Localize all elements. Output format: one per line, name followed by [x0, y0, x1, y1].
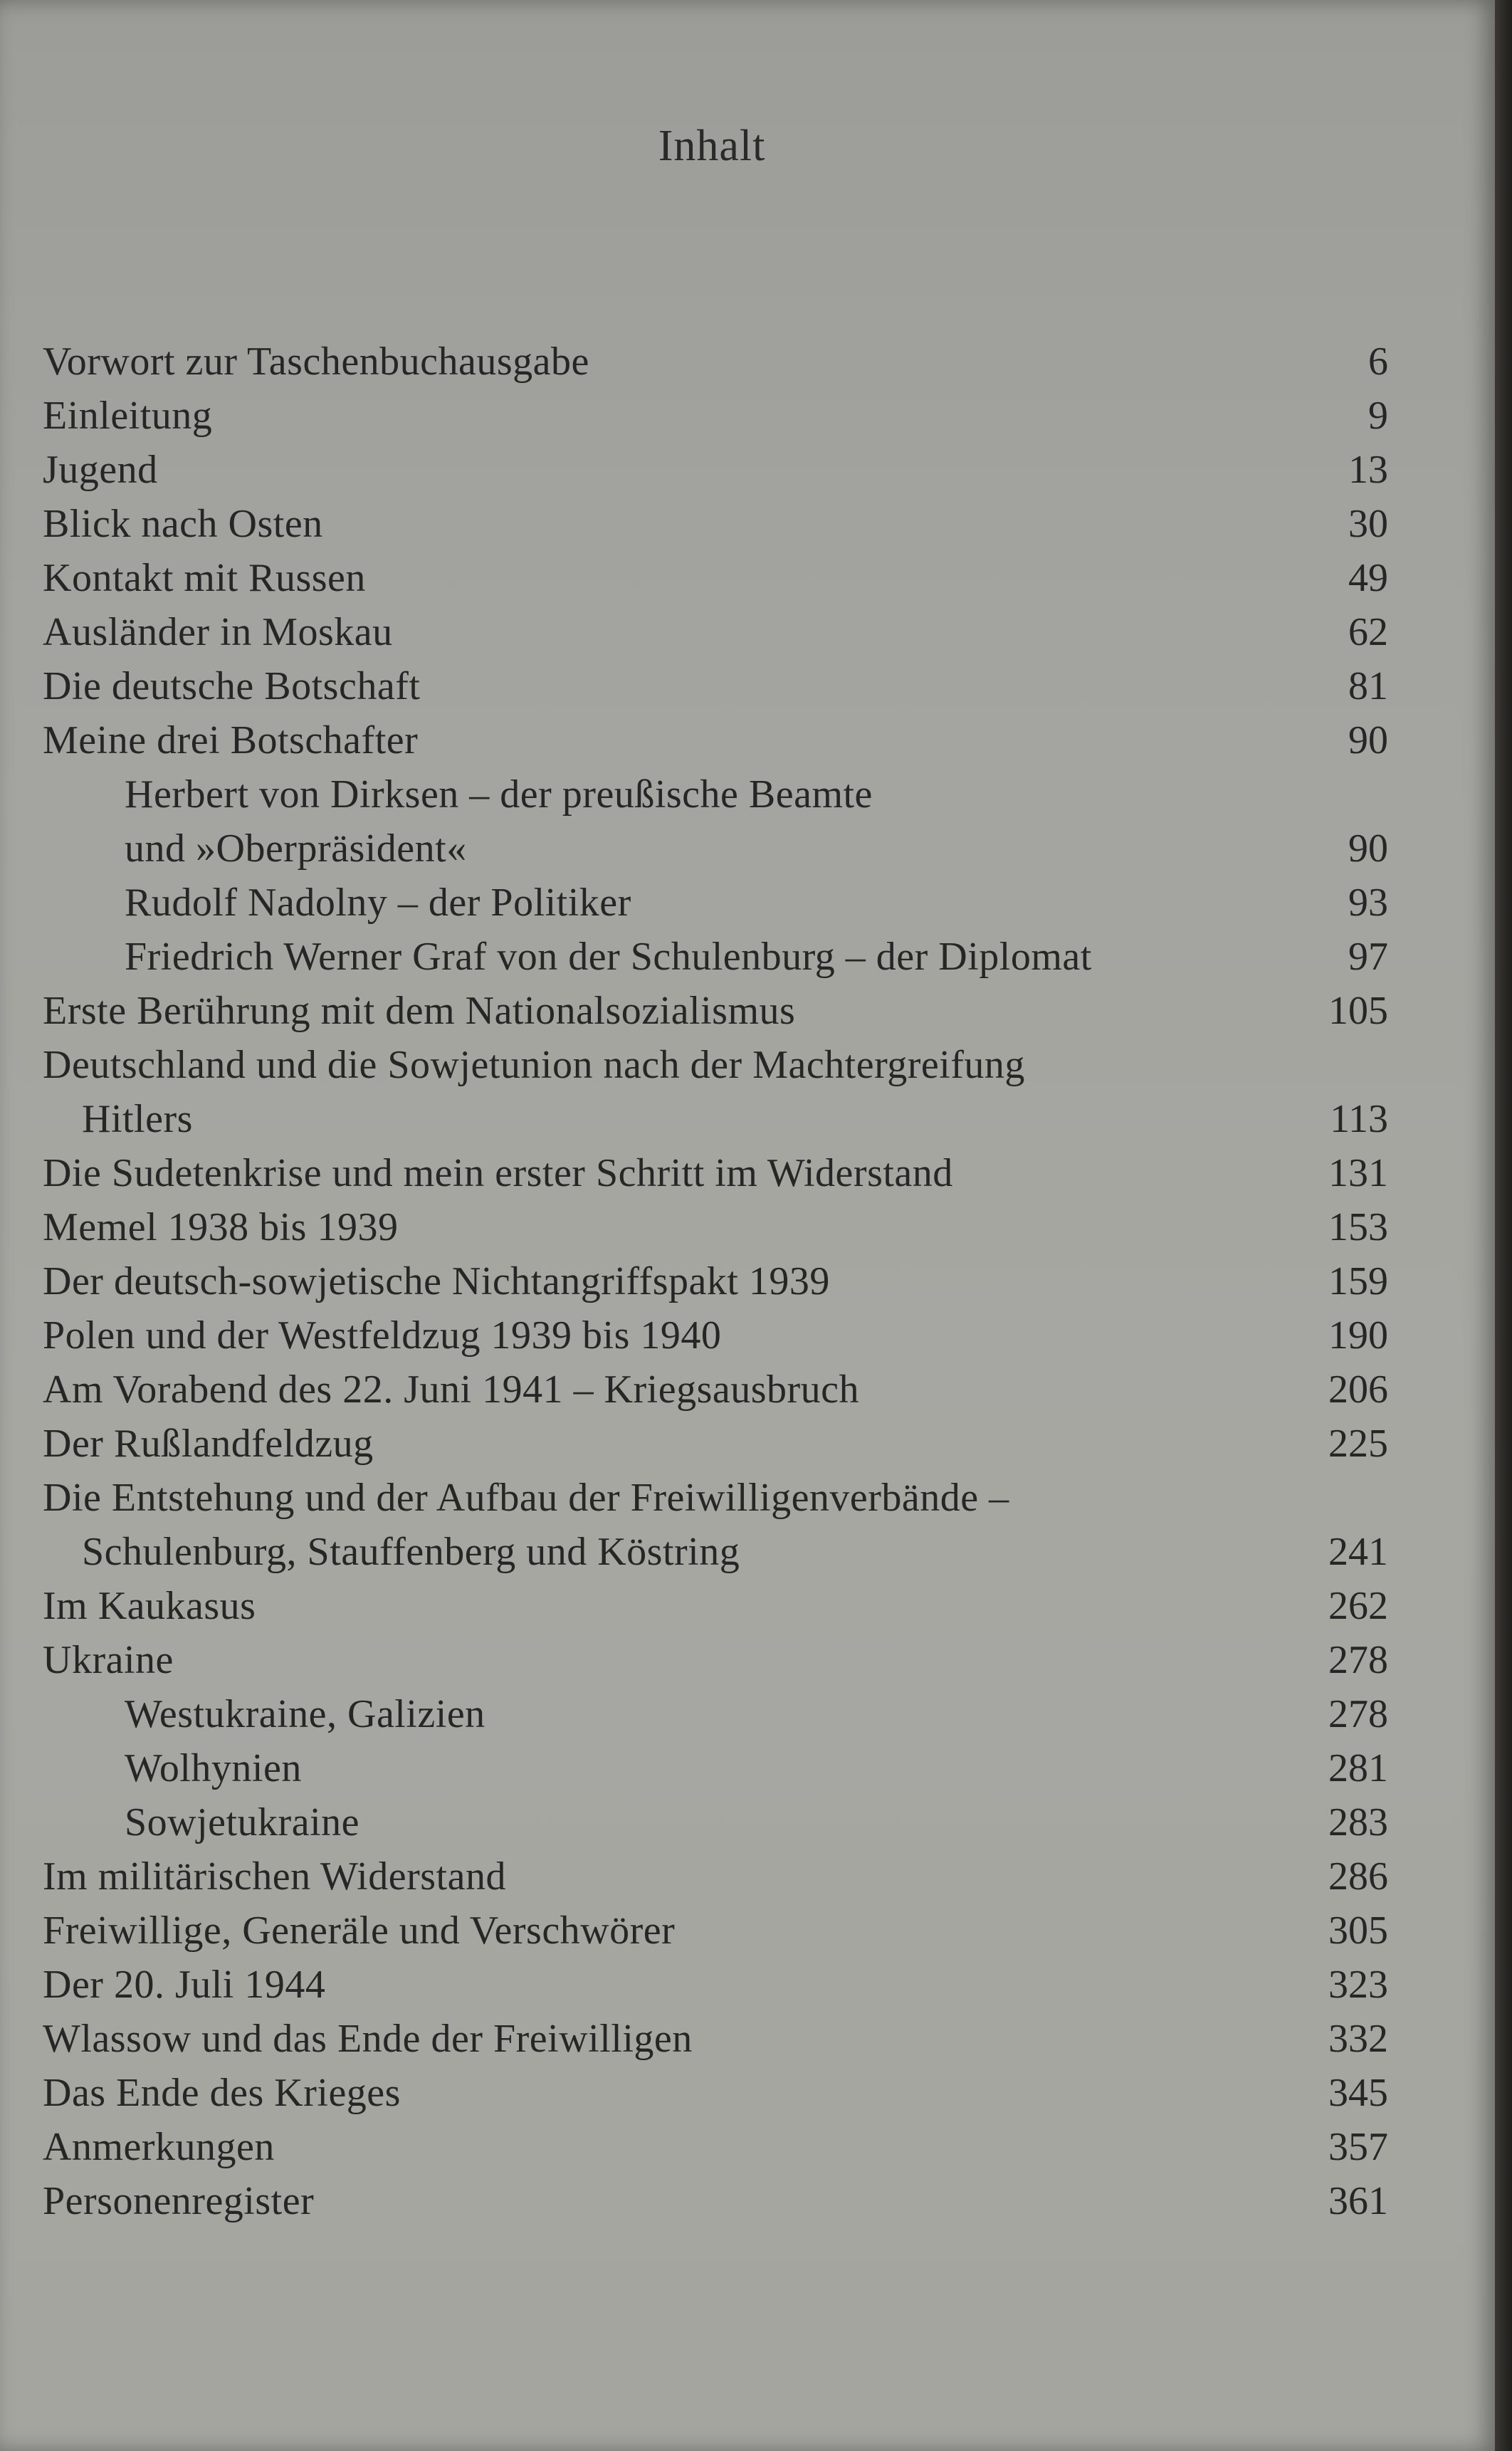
toc-entry-title: Ausländer in Moskau [43, 610, 393, 654]
toc-entry-title: Herbert von Dirksen – der preußische Beamte [125, 772, 873, 817]
toc-entry-page: 6 [1368, 340, 1388, 384]
toc-entry-page: 283 [1328, 1800, 1388, 1844]
toc-entry-title: Die Sudetenkrise und mein erster Schritt im Widerstand [43, 1151, 953, 1195]
toc-entry-title: Meine drei Botschafter [43, 718, 419, 762]
toc-entry-page: 281 [1328, 1746, 1388, 1790]
toc-entry [43, 713, 1388, 767]
page-title: Inhalt [658, 122, 766, 170]
toc-entry-title: Freiwillige, Generäle und Verschwörer [43, 1909, 676, 1953]
toc-entry [43, 1904, 1388, 1958]
toc-entry-page: 81 [1348, 664, 1388, 708]
toc-entry [43, 551, 1388, 605]
toc-entry-page: 345 [1328, 2071, 1388, 2115]
toc-entry-page: 131 [1328, 1151, 1388, 1195]
toc-entry-title: Einleitung [43, 394, 213, 438]
toc-entry [43, 1687, 1388, 1741]
toc-entry-page: 90 [1348, 826, 1388, 871]
toc-entry [43, 1308, 1388, 1363]
toc-entry-page: 262 [1328, 1584, 1388, 1628]
toc-entry [43, 1525, 1388, 1579]
toc-entry [43, 930, 1388, 984]
toc-entry [43, 1092, 1388, 1146]
toc-entry-title: Sowjetukraine [125, 1800, 359, 1844]
toc-entry-title: Am Vorabend des 22. Juni 1941 – Kriegsausbruch [43, 1368, 860, 1412]
toc-entry-page: 305 [1328, 1909, 1388, 1953]
toc-entry [43, 1958, 1388, 2012]
toc-entry [43, 1363, 1388, 1417]
toc-entry-title: Vorwort zur Taschenbuchausgabe [43, 340, 589, 384]
toc-entry-title: Die deutsche Botschaft [43, 664, 421, 708]
toc-entry-page: 190 [1328, 1313, 1388, 1358]
toc-entry-title: Deutschland und die Sowjetunion nach der Machtergreifung [43, 1043, 1025, 1087]
toc-entry-title: Polen und der Westfeldzug 1939 bis 1940 [43, 1313, 722, 1358]
toc-entry-page: 323 [1328, 1963, 1388, 2007]
toc-entry-title: Rudolf Nadolny – der Politiker [125, 881, 631, 925]
toc-entry-page: 357 [1328, 2125, 1388, 2169]
toc-entry-title: Blick nach Osten [43, 502, 323, 546]
toc-entry [43, 1471, 1388, 1525]
toc-entry [43, 1200, 1388, 1254]
toc-entry [43, 1849, 1388, 1904]
toc-entry [43, 1795, 1388, 1849]
toc-entry-page: 278 [1328, 1638, 1388, 1682]
toc-entry [43, 497, 1388, 551]
toc-entry-page: 278 [1328, 1692, 1388, 1736]
toc-entry-title: Im Kaukasus [43, 1584, 256, 1628]
table-of-contents [43, 335, 1388, 2228]
toc-entry-page: 225 [1328, 1422, 1388, 1466]
toc-entry [43, 822, 1388, 876]
toc-entry-title: Anmerkungen [43, 2125, 275, 2169]
toc-entry-title: und »Oberpräsident« [125, 826, 467, 871]
toc-entry [43, 2174, 1388, 2228]
toc-entry-title: Das Ende des Krieges [43, 2071, 401, 2115]
toc-entry [43, 2066, 1388, 2120]
toc-entry-page: 93 [1348, 881, 1388, 925]
toc-entry-title: Friedrich Werner Graf von der Schulenburg – der Diplomat [125, 935, 1092, 979]
toc-entry [43, 2012, 1388, 2066]
toc-entry-page: 13 [1348, 448, 1388, 492]
toc-entry [43, 443, 1388, 497]
toc-entry [43, 659, 1388, 713]
toc-entry [43, 1633, 1388, 1687]
toc-entry-title: Der deutsch-sowjetische Nichtangriffspakt 1939 [43, 1259, 830, 1303]
toc-entry-page: 105 [1328, 989, 1388, 1033]
toc-entry-page: 332 [1328, 2017, 1388, 2061]
toc-entry-title: Wolhynien [125, 1746, 302, 1790]
toc-entry-page: 206 [1328, 1368, 1388, 1412]
toc-entry-title: Kontakt mit Russen [43, 556, 366, 600]
toc-entry [43, 767, 1388, 822]
toc-entry-page: 49 [1348, 556, 1388, 600]
page-edge [1495, 0, 1512, 2451]
toc-entry-title: Memel 1938 bis 1939 [43, 1205, 399, 1249]
toc-entry-title: Der 20. Juli 1944 [43, 1963, 326, 2007]
toc-entry-title: Erste Berührung mit dem Nationalsozialismus [43, 989, 796, 1033]
toc-entry [43, 1417, 1388, 1471]
toc-entry [43, 605, 1388, 659]
toc-entry-title: Der Rußlandfeldzug [43, 1422, 374, 1466]
toc-entry-page: 153 [1328, 1205, 1388, 1249]
toc-entry-page: 113 [1330, 1097, 1388, 1141]
toc-entry [43, 2120, 1388, 2174]
toc-entry-title: Die Entstehung und der Aufbau der Freiwilligenverbände – [43, 1476, 1009, 1520]
toc-entry-title: Westukraine, Galizien [125, 1692, 485, 1736]
toc-entry [43, 984, 1388, 1038]
toc-entry-title: Ukraine [43, 1638, 174, 1682]
toc-entry-page: 97 [1348, 935, 1388, 979]
toc-entry-page: 9 [1368, 394, 1388, 438]
toc-entry-page: 286 [1328, 1854, 1388, 1899]
toc-entry-page: 241 [1328, 1530, 1388, 1574]
toc-entry-title: Wlassow und das Ende der Freiwilligen [43, 2017, 693, 2061]
toc-entry [43, 1741, 1388, 1795]
toc-entry-title: Personenregister [43, 2179, 315, 2223]
toc-entry-page: 159 [1328, 1259, 1388, 1303]
toc-entry [43, 1254, 1388, 1308]
toc-entry-page: 30 [1348, 502, 1388, 546]
toc-entry [43, 876, 1388, 930]
toc-entry [43, 1146, 1388, 1200]
toc-entry-title: Schulenburg, Stauffenberg und Köstring [82, 1530, 740, 1574]
toc-entry-page: 361 [1328, 2179, 1388, 2223]
toc-entry [43, 1038, 1388, 1092]
toc-entry [43, 335, 1388, 389]
toc-entry-title: Hitlers [82, 1097, 193, 1141]
toc-entry-page: 90 [1348, 718, 1388, 762]
toc-entry-title: Jugend [43, 448, 158, 492]
toc-entry [43, 389, 1388, 443]
toc-entry-page: 62 [1348, 610, 1388, 654]
toc-entry-title: Im militärischen Widerstand [43, 1854, 506, 1899]
toc-entry [43, 1579, 1388, 1633]
